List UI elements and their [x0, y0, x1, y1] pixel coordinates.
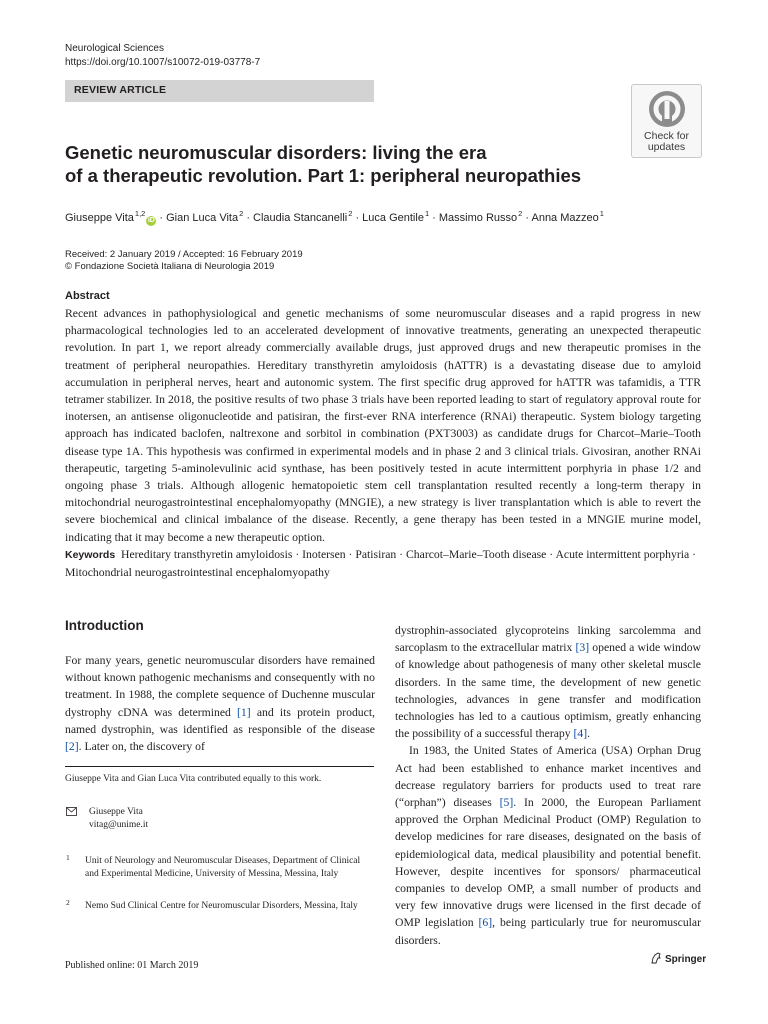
publisher-name: Springer	[665, 954, 707, 965]
check-updates-line1: Check for	[644, 130, 689, 142]
doi-link[interactable]: https://doi.org/10.1007/s10072-019-03778-7	[65, 57, 261, 68]
author-affiliation-ref: 2	[348, 209, 353, 218]
author-list: Giuseppe Vita$^{1,2}$iD · Gian Luca Vita$^2$ · Claudia Stancanelli$^2$ · Luca Gentile$^1$ · Massimo Russo$^2$ · Anna Mazzeo$^1$	[65, 209, 604, 224]
affiliation-number: 1	[66, 853, 70, 862]
citation-link[interactable]: [2]	[65, 740, 79, 754]
keywords-list: Hereditary transthyretin amyloidosis · Inotersen · Patisiran · Charcot–Marie–Tooth disease · Acute intermittent porphyria · Mitochondrial neurogastrointestinal encephalomyopathy	[65, 548, 696, 579]
corresponding-author-name: Giuseppe Vita	[89, 807, 143, 817]
footnote-divider	[65, 766, 374, 767]
citation-link[interactable]: [1]	[237, 705, 251, 719]
keywords-label: Keywords	[65, 549, 116, 561]
article-type-banner: REVIEW ARTICLE	[65, 80, 374, 102]
body-text: In 1983, the United States of America (USA) Orphan Drug Act had been established to enhance market incentives and decrease regulatory barriers for products used to treat rare (“orphan”) diseases	[395, 744, 701, 810]
affiliation-number: 2	[66, 898, 70, 907]
body-text: . Later on, the discovery of	[78, 740, 205, 754]
copyright-notice: © Fondazione Società Italiana di Neurologia 2019	[65, 261, 275, 272]
author-affiliation-ref: 1,2	[134, 209, 146, 218]
affiliation-text: Unit of Neurology and Neuromuscular Diseases, Department of Clinical and Experimental Medicine, University of Messina, Messina, Italy	[85, 856, 361, 880]
body-text: and its protein product, named dystrophin, was identified as responsible of the disease	[65, 705, 375, 736]
author-affiliation-ref: 1	[424, 209, 430, 218]
body-text: opened a wide window of knowledge about pathogenesis of many other skeletal muscle disorders. In the same time, the development of new genetic technologies, advances in gene transfer and modification technologies has led to a cautious optimism, greatly enhancing the possibility of a successful therapy	[395, 641, 701, 741]
affiliation-text: Nemo Sud Clinical Centre for Neuromuscular Disorders, Messina, Italy	[85, 901, 358, 911]
body-text: , being particularly true for neuromuscular disorders.	[395, 916, 701, 947]
author-affiliation-ref: 2	[239, 209, 244, 218]
citation-link[interactable]: [5]	[499, 796, 514, 810]
received-accepted-dates: Received: 2 January 2019 / Accepted: 16 February 2019	[65, 249, 303, 260]
published-online-date: Published online: 01 March 2019	[65, 960, 199, 971]
check-for-updates-button[interactable]	[631, 84, 702, 158]
article-title	[65, 141, 625, 187]
citation-link[interactable]: [4]	[573, 727, 588, 741]
body-text: .	[587, 727, 591, 741]
intro-paragraph	[395, 622, 701, 742]
title-line-2: of a therapeutic revolution. Part 1: peripheral neuropathies	[65, 165, 582, 186]
check-updates-line2: updates	[647, 141, 686, 153]
abstract-text: Recent advances in pathophysiological and genetic mechanisms of some neuromuscular diseases and a rapid progress in new pharmacological technologies led to an accelerated development of innovative treatments, generating an unexpected therapeutic revolution. In part 1, we report already commercially available drugs, just approved drugs and new therapeutic promises in the treatment of peripheral neuropathies. Hereditary transthyretin amyloidosis (hATTR) is a devastating disease due to amyloid accumulation in peripheral nerves, heart and autonomic system. The first specific drug approved for hATTR was tafamidis, a TTR tetramer stabilizer. In 2018, the positive results of two phase 3 trials have been reported leading to start of regulatory approval route for inotersen, an antisense oligonucleotide and patisiran, the first-ever RNA interference (RNAi) therapeutic. System biology targeting approach has indicated baclofen, naltrexone and sorbitol in combination (PXT3003) as candidate drugs for Charcot–Marie–Tooth disease type 1A. This hypothesis was confirmed in experimental models and in phase 2 and 3 clinical trials. Givosiran, another RNAi therapeutic, targeting 5-aminolevulinic acid synthase, has been positively tested in acute intermittent porphyria in phase 1/2 and ongoing phase 3 trials. Although allogenic hematopoietic stem cell transplantation resulted recently a long-term therapy in mitochondrial neurogastrointestinal encephalomyopathy (MNGIE), a new strategy is liver transplantation which is able to revert the severe biochemical and clinical imbalance of the disease. Recently, a gene therapy has been tested in a MNGIE murine model, indicating that it may become a new therapeutic option.	[65, 307, 701, 544]
author-affiliation-ref: 1	[599, 209, 604, 218]
intro-paragraph	[395, 742, 701, 948]
citation-link[interactable]: [6]	[478, 916, 493, 930]
author-name[interactable]: Anna Mazzeo	[531, 212, 599, 224]
body-text: For many years, genetic neuromuscular disorders have remained without known pathogenic mechanisms and consequently with no treatment. In 1988, the complete sequence of Duchenne muscular dystrophy cDNA was determined	[65, 654, 375, 719]
author-name[interactable]: Gian Luca Vita	[166, 212, 239, 224]
author-name[interactable]: Massimo Russo	[438, 212, 518, 224]
check-updates-icon	[647, 89, 687, 129]
author-name[interactable]: Luca Gentile	[362, 212, 424, 224]
intro-column-right	[395, 622, 701, 949]
orcid-icon[interactable]: iD	[147, 217, 155, 224]
intro-paragraph-left	[65, 652, 375, 755]
body-text: . In 2000, the European Parliament approved the Orphan Medicinal Product (OMP) Regulation to develop medicines for rare diseases, designated on the basis of epidemiological data, medical plausibility and potential benefit. However, despite incentives for sponsors/ pharmaceutical companies to develop OMP, a small number of products and very few innovative drugs were licensed in the first decade of OMP legislation	[395, 796, 701, 930]
author-affiliation-ref: 2	[518, 209, 523, 218]
corresponding-author-email[interactable]: vitag@unime.it	[89, 820, 149, 830]
title-line-1: Genetic neuromuscular disorders: living the era	[65, 142, 487, 163]
section-heading-introduction: Introduction	[65, 618, 144, 633]
citation-link[interactable]: [3]	[575, 641, 590, 655]
journal-name: Neurological Sciences	[65, 43, 164, 54]
envelope-icon	[66, 807, 77, 816]
body-text: dystrophin-associated glycoproteins linking sarcolemma and sarcoplasm to the extracellular matrix	[395, 624, 701, 655]
publisher-logo	[650, 952, 706, 965]
equal-contribution-note: Giuseppe Vita and Gian Luca Vita contributed equally to this work.	[65, 774, 322, 784]
abstract-heading: Abstract	[65, 290, 110, 302]
springer-horse-icon	[650, 952, 662, 964]
author-name[interactable]: Claudia Stancanelli	[253, 212, 348, 224]
keywords-section	[65, 546, 705, 581]
author-name[interactable]: Giuseppe Vita	[65, 212, 134, 224]
